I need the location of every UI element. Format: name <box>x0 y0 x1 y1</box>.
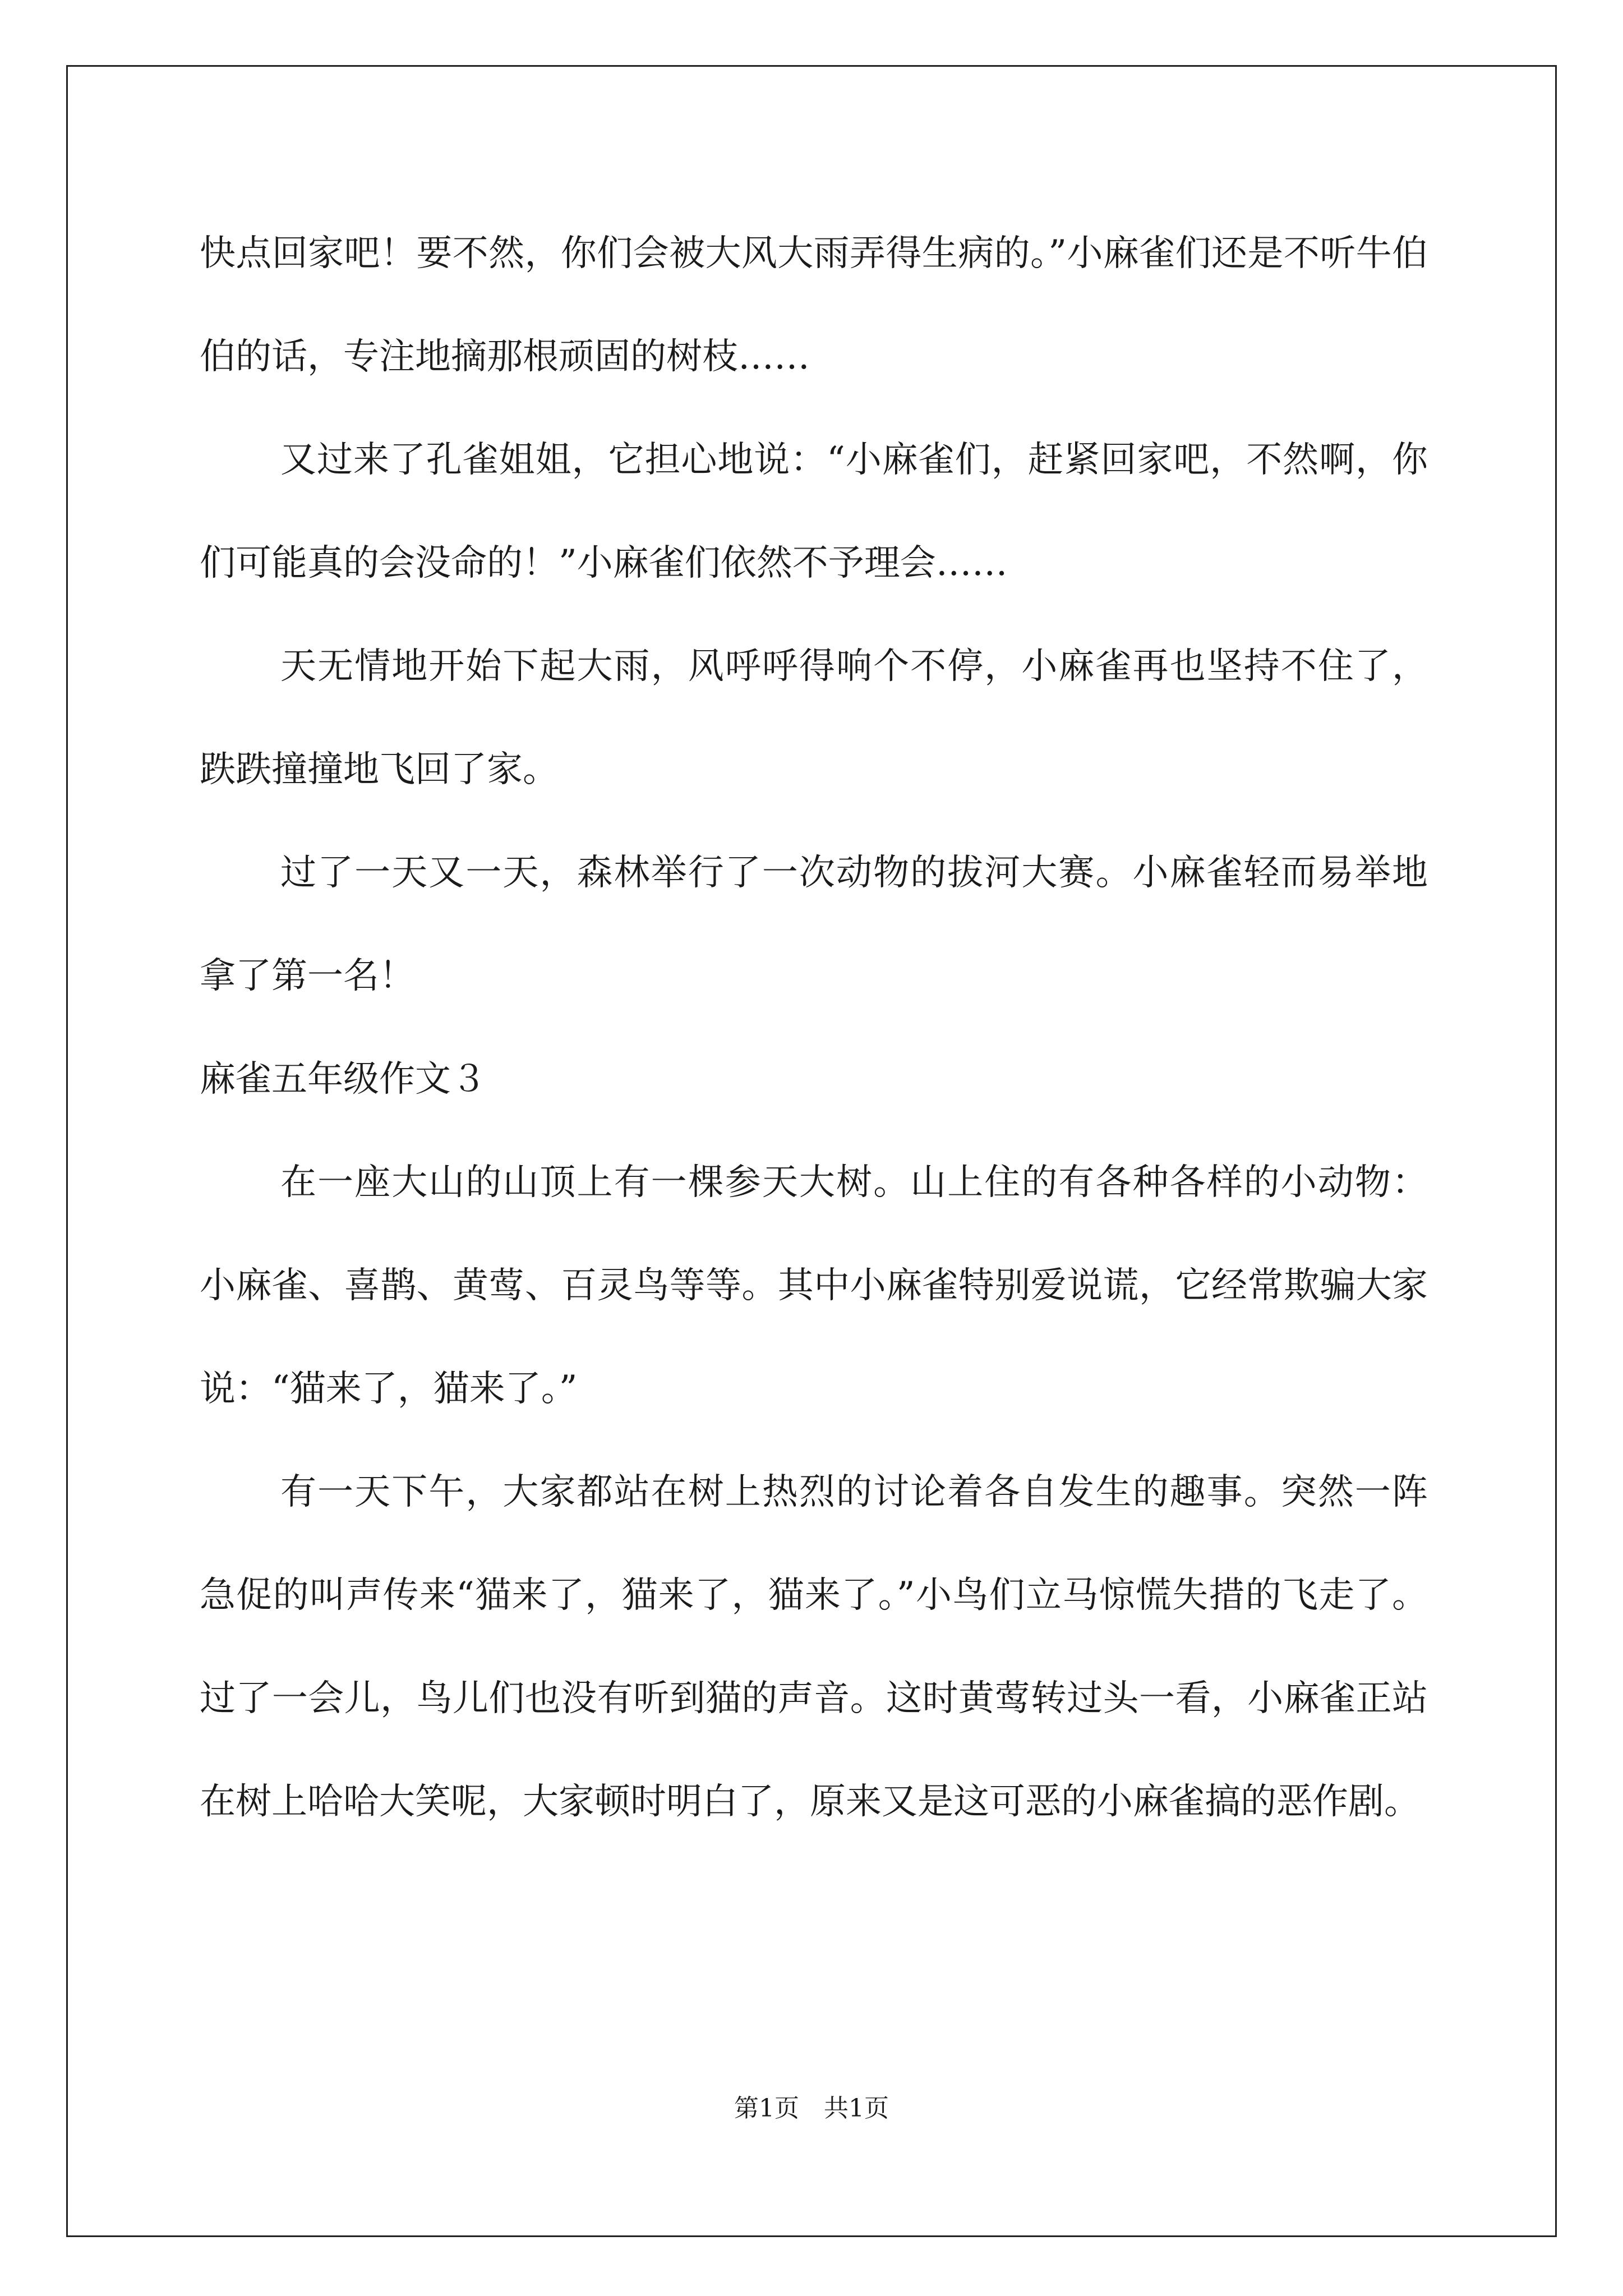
section-heading: 麻雀五年级作文３ <box>200 1059 487 1100</box>
document-body <box>200 202 1428 1853</box>
paragraph-continuation: 快点回家吧！要不然，你们会被大风大雨弄得生病的。”小麻雀们还是不听牛伯伯的话，专注地摘那根顽固的树枝…… <box>200 233 1428 378</box>
page-footer: 第1页 共1页 <box>734 2094 889 2123</box>
paragraph: 在一座大山的山顶上有一棵参天大树。山上住的有各种各样的小动物：小麻雀、喜鹊、黄莺、百灵鸟等等。其中小麻雀特别爱说谎，它经常欺骗大家说：“猫来了，猫来了。” <box>200 1162 1428 1410</box>
paragraph: 天无情地开始下起大雨，风呼呼得响个不停，小麻雀再也坚持不住了，跌跌撞撞地飞回了家。 <box>200 646 1428 790</box>
paragraph: 有一天下午，大家都站在树上热烈的讨论着各自发生的趣事。突然一阵急促的叫声传来“猫来了，猫来了，猫来了。”小鸟们立马惊慌失措的飞走了。过了一会儿，鸟儿们也没有听到猫的声音。这时黄莺转过头一看，小麻雀正站在树上哈哈大笑呢，大家顿时明白了，原来又是这可恶的小麻雀搞的恶作剧。 <box>200 1471 1428 1823</box>
paragraph: 过了一天又一天，森林举行了一次动物的拔河大赛。小麻雀轻而易举地拿了第一名！ <box>200 852 1428 997</box>
paragraph: 又过来了孔雀姐姐，它担心地说：“小麻雀们，赶紧回家吧，不然啊，你们可能真的会没命的！”小麻雀们依然不予理会…… <box>200 439 1428 584</box>
